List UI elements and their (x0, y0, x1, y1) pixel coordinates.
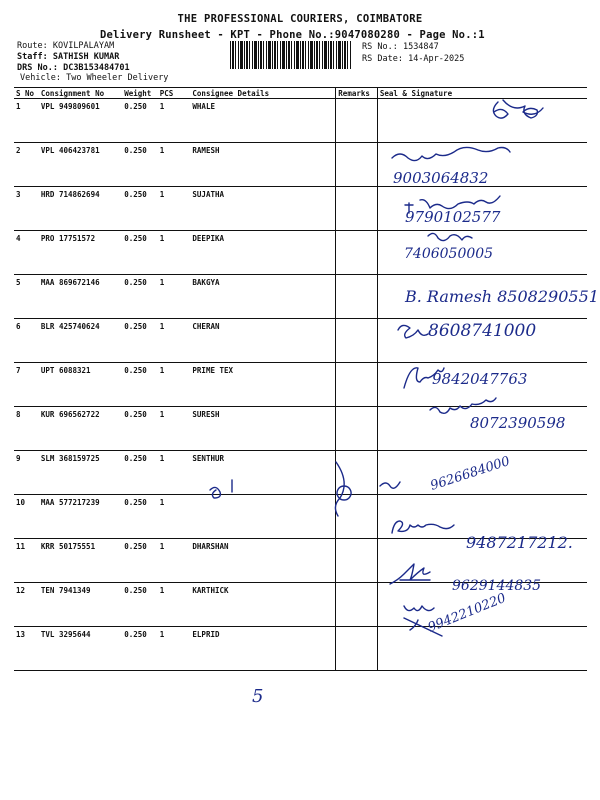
cell-consignment: MAA 869672146 (39, 275, 122, 319)
cell-pcs: 1 (158, 495, 191, 539)
cell-seal-signature (377, 187, 587, 231)
cell-pcs: 1 (158, 319, 191, 363)
table-row (14, 187, 587, 231)
table-row (14, 627, 587, 671)
cell-consignee (190, 495, 335, 539)
cell-consignment: TVL 3295644 (39, 627, 122, 671)
cell-pcs: 1 (158, 363, 191, 407)
rs-no-value: 1534847 (402, 42, 439, 52)
table-header-row (14, 88, 587, 99)
cell-consignment: HRD 714862694 (39, 187, 122, 231)
handwriting-page-count: 5 (252, 686, 264, 707)
cell-consignee: KARTHICK (190, 583, 335, 627)
drs-value: DC3B153484701 (63, 63, 130, 73)
cell-sno: 5 (14, 275, 39, 319)
rs-no-label: RS No.: (362, 42, 398, 52)
cell-consignment: BLR 425740624 (39, 319, 122, 363)
cell-weight: 0.250 (122, 495, 158, 539)
vehicle-value: Two Wheeler Delivery (66, 73, 169, 83)
cell-consignment: PRO 17751572 (39, 231, 122, 275)
handwriting-row-11: 9487217212. (466, 533, 573, 552)
cell-pcs: 1 (158, 451, 191, 495)
cell-seal-signature (377, 231, 587, 275)
table-row (14, 407, 587, 451)
table-row (14, 583, 587, 627)
route-line (17, 41, 114, 51)
cell-consignee: DHARSHAN (190, 539, 335, 583)
cell-pcs: 1 (158, 275, 191, 319)
table-row (14, 275, 587, 319)
staff-label: Staff: (17, 52, 48, 62)
cell-consignment: UPT 6088321 (39, 363, 122, 407)
cell-weight: 0.250 (122, 99, 158, 143)
rs-date-value: 14-Apr-2025 (408, 54, 465, 64)
cell-weight: 0.250 (122, 363, 158, 407)
cell-consignment: KUR 696562722 (39, 407, 122, 451)
cell-sno: 9 (14, 451, 39, 495)
table-row (14, 319, 587, 363)
cell-consignment: VPL 406423781 (39, 143, 122, 187)
cell-consignee: WHALE (190, 99, 335, 143)
cell-sno: 13 (14, 627, 39, 671)
rs-date-line (362, 54, 464, 64)
cell-weight: 0.250 (122, 275, 158, 319)
cell-seal-signature (377, 495, 587, 539)
cell-sno: 10 (14, 495, 39, 539)
runsheet-table (14, 87, 587, 671)
company-title: THE PROFESSIONAL COURIERS, COIMBATORE (177, 13, 423, 25)
rs-no-line (362, 42, 439, 52)
staff-line (17, 52, 119, 62)
cell-pcs: 1 (158, 539, 191, 583)
table-row (14, 363, 587, 407)
cell-remarks (336, 275, 378, 319)
cell-seal-signature (377, 627, 587, 671)
cell-seal-signature (377, 99, 587, 143)
table-row (14, 99, 587, 143)
cell-pcs: 1 (158, 231, 191, 275)
rs-date-label: RS Date: (362, 54, 403, 64)
cell-consignment: SLM 368159725 (39, 451, 122, 495)
cell-seal-signature (377, 539, 587, 583)
handwriting-row-5: B. Ramesh 8508290551 (405, 287, 599, 306)
cell-remarks (336, 539, 378, 583)
staff-value: SATHISH KUMAR (52, 52, 120, 62)
cell-sno: 1 (14, 99, 39, 143)
cell-remarks (336, 319, 378, 363)
cell-pcs: 1 (158, 143, 191, 187)
cell-remarks (336, 495, 378, 539)
cell-pcs: 1 (158, 99, 191, 143)
cell-remarks (336, 99, 378, 143)
cell-sno: 12 (14, 583, 39, 627)
cell-weight: 0.250 (122, 407, 158, 451)
route-value: KOVILPALAYAM (52, 41, 115, 51)
table-row (14, 495, 587, 539)
cell-consignee: SENTHUR (190, 451, 335, 495)
handwriting-row-12: 9629144835 (452, 578, 542, 594)
cell-sno: 3 (14, 187, 39, 231)
cell-sno: 11 (14, 539, 39, 583)
cell-sno: 8 (14, 407, 39, 451)
cell-consignment: KRR 50175551 (39, 539, 122, 583)
cell-consignee: ELPRID (190, 627, 335, 671)
col-seal-signature: Seal & Signature (377, 88, 587, 99)
cell-seal-signature (377, 407, 587, 451)
cell-consignee: CHERAN (190, 319, 335, 363)
handwriting-row-4: 7406050005 (404, 246, 494, 262)
col-remarks: Remarks (336, 88, 378, 99)
cell-consignment: VPL 949809601 (39, 99, 122, 143)
cell-weight: 0.250 (122, 539, 158, 583)
cell-sno: 2 (14, 143, 39, 187)
cell-consignee: BAKGYA (190, 275, 335, 319)
col-weight: Weight (122, 88, 158, 99)
cell-sno: 4 (14, 231, 39, 275)
handwriting-row-2: 9003064832 (393, 169, 489, 187)
cell-pcs: 1 (158, 627, 191, 671)
cell-remarks (336, 187, 378, 231)
cell-remarks (336, 627, 378, 671)
handwriting-row-13: 9942210220 (425, 590, 509, 636)
drs-label: DRS No.: (17, 63, 58, 73)
cell-seal-signature (377, 583, 587, 627)
cell-pcs: 1 (158, 187, 191, 231)
vehicle-label: Vehicle: (20, 73, 61, 83)
cell-consignee: SURESH (190, 407, 335, 451)
handwriting-row-8: 8072390598 (470, 414, 566, 432)
drs-line (17, 63, 130, 73)
cell-remarks (336, 231, 378, 275)
cell-consignee: PRIME TEX (190, 363, 335, 407)
col-sno: S No (14, 88, 39, 99)
table-row (14, 451, 587, 495)
route-label: Route: (17, 41, 48, 51)
cell-consignee: RAMESH (190, 143, 335, 187)
cell-consignment: MAA 577217239 (39, 495, 122, 539)
cell-seal-signature (377, 319, 587, 363)
col-consignment: Consignment No (39, 88, 122, 99)
cell-pcs: 1 (158, 583, 191, 627)
barcode (230, 41, 352, 69)
cell-seal-signature (377, 363, 587, 407)
cell-weight: 0.250 (122, 231, 158, 275)
cell-sno: 7 (14, 363, 39, 407)
cell-weight: 0.250 (122, 583, 158, 627)
cell-remarks (336, 363, 378, 407)
cell-remarks (336, 143, 378, 187)
table-row (14, 143, 587, 187)
cell-weight: 0.250 (122, 187, 158, 231)
cell-remarks (336, 583, 378, 627)
cell-consignee: SUJATHA (190, 187, 335, 231)
cell-weight: 0.250 (122, 143, 158, 187)
cell-seal-signature (377, 143, 587, 187)
cell-weight: 0.250 (122, 627, 158, 671)
handwriting-row-6: 8608741000 (428, 321, 537, 341)
cell-pcs: 1 (158, 407, 191, 451)
cell-sno: 6 (14, 319, 39, 363)
cell-remarks (336, 451, 378, 495)
cell-consignment: TEN 7941349 (39, 583, 122, 627)
col-pcs: PCS (158, 88, 191, 99)
col-consignee: Consignee Details (190, 88, 335, 99)
vehicle-line (20, 73, 168, 83)
table-row (14, 539, 587, 583)
cell-weight: 0.250 (122, 451, 158, 495)
handwriting-row-3: 9790102577 (405, 208, 501, 226)
handwriting-row-7: 9842047763 (432, 370, 528, 388)
cell-weight: 0.250 (122, 319, 158, 363)
runsheet-subtitle: Delivery Runsheet - KPT - Phone No.:9047080280 - Page No.:1 (100, 29, 485, 41)
cell-seal-signature (377, 275, 587, 319)
cell-consignee: DEEPIKA (190, 231, 335, 275)
cell-seal-signature (377, 451, 587, 495)
table-row (14, 231, 587, 275)
handwriting-row-10: 9626684000 (428, 453, 512, 494)
cell-remarks (336, 407, 378, 451)
